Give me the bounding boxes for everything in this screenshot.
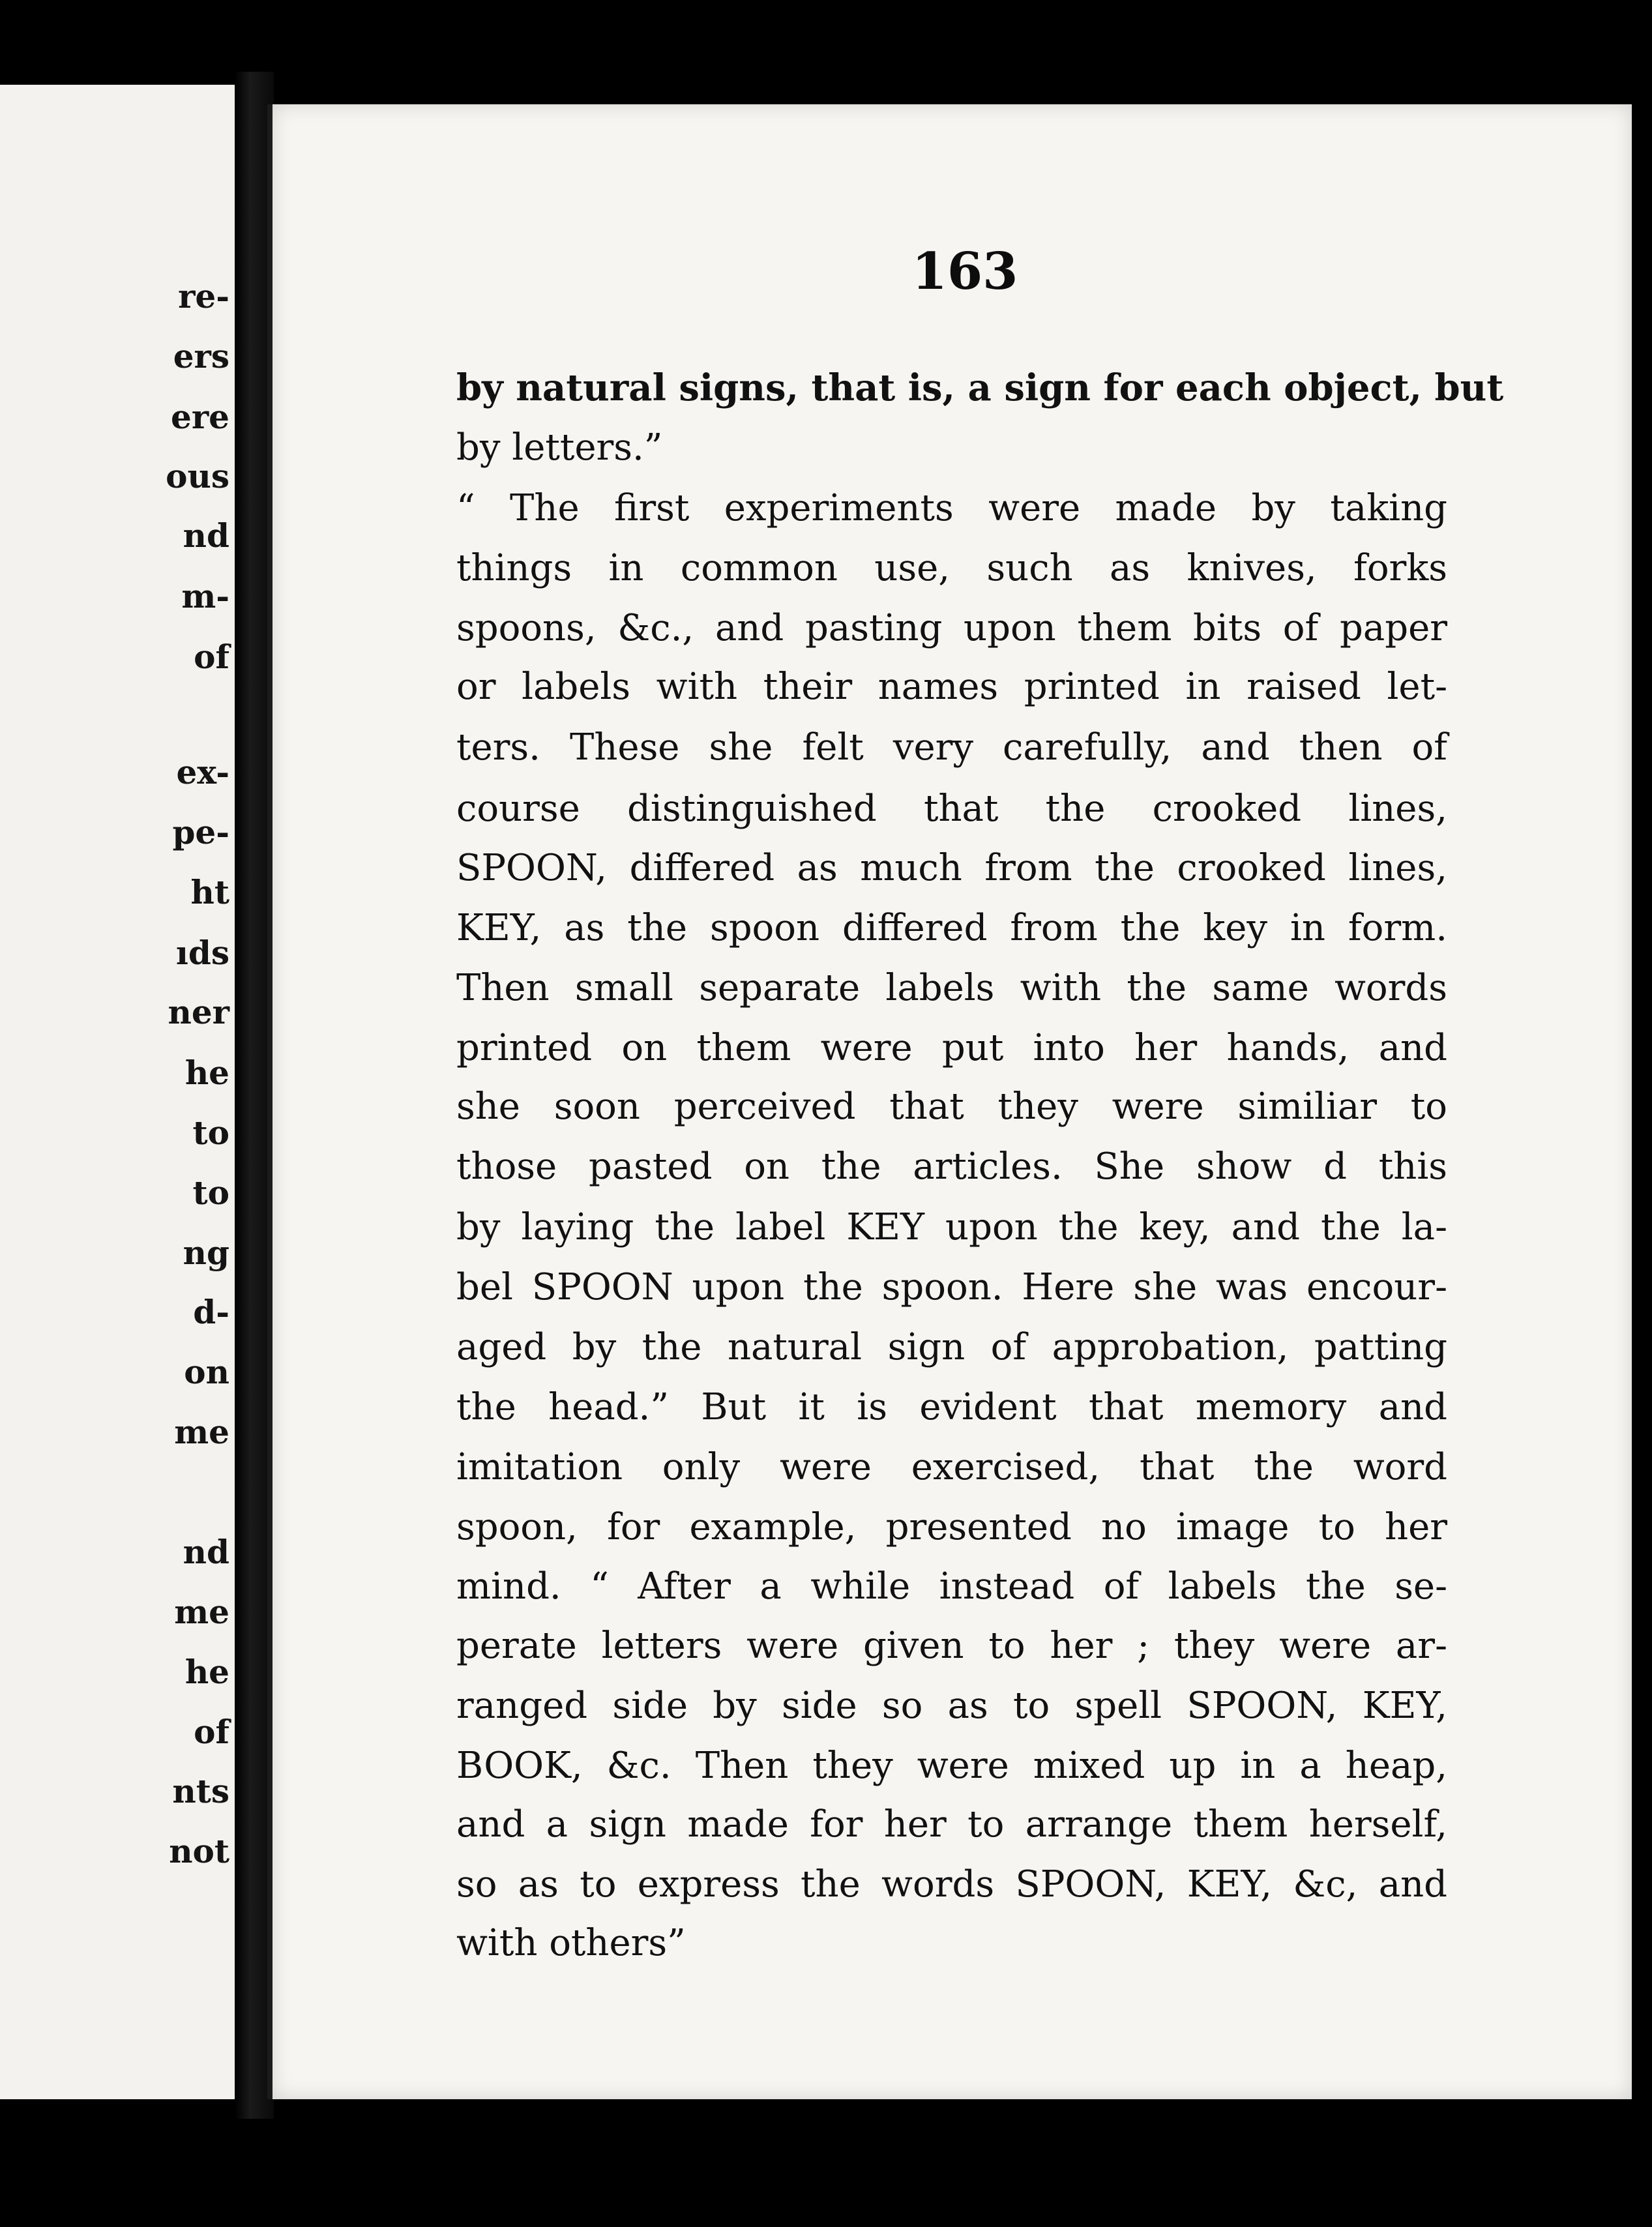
text-line: printed on them were put into her hands, and	[456, 1027, 1447, 1069]
left-page-word-fragment: to	[192, 1173, 229, 1212]
text-line: ranged side by side so as to spell SPOON, KEY,	[456, 1685, 1447, 1727]
left-page-word-fragment: of	[194, 1713, 229, 1751]
text-line: “ The first experiments were made by taking	[456, 487, 1447, 529]
text-line: spoons, &c., and pasting upon them bits of paper	[456, 607, 1447, 649]
text-line: by letters.”	[456, 426, 663, 469]
left-page-word-fragment: re-	[178, 277, 229, 316]
left-page-word-fragment: nd	[183, 516, 229, 555]
text-line: course distinguished that the crooked lines,	[456, 788, 1447, 830]
text-line: perate letters were given to her ; they were ar-	[456, 1625, 1447, 1667]
text-line: spoon, for example, presented no image to her	[456, 1506, 1447, 1548]
text-line: things in common use, such as knives, forks	[456, 547, 1447, 589]
text-line: she soon perceived that they were similiar to	[456, 1085, 1447, 1128]
text-line: by laying the label KEY upon the key, and the la-	[456, 1206, 1447, 1248]
text-line: by natural signs, that is, a sign for each object, but	[456, 366, 1504, 409]
left-page-word-fragment: m-	[181, 577, 229, 615]
text-line: or labels with their names printed in raised let-	[456, 666, 1447, 708]
text-line: imitation only were exercised, that the word	[456, 1446, 1447, 1488]
left-page-word-fragment: ıds	[175, 934, 229, 972]
left-page-word-fragment: on	[184, 1353, 229, 1391]
left-page-word-fragment: he	[184, 1054, 229, 1092]
text-line: SPOON, differed as much from the crooked lines,	[456, 847, 1447, 889]
text-line: the head.” But it is evident that memory and	[456, 1386, 1447, 1428]
text-line: so as to express the words SPOON, KEY, &c, and	[456, 1863, 1447, 1906]
left-page-word-fragment: ere	[171, 398, 229, 436]
left-page-word-fragment: ex-	[176, 753, 229, 791]
left-page-word-fragment: ous	[166, 457, 229, 495]
left-page-word-fragment: pe-	[172, 813, 229, 851]
left-page-word-fragment: to	[192, 1114, 229, 1152]
text-line: BOOK, &c. Then they were mixed up in a heap,	[456, 1745, 1447, 1787]
left-page-word-fragment: ng	[183, 1233, 229, 1272]
left-page-word-fragment: me	[174, 1593, 229, 1631]
left-page-word-fragment: me	[174, 1413, 229, 1451]
left-page-fragment	[0, 85, 237, 2099]
left-page-word-fragment: not	[169, 1832, 229, 1870]
left-page-word-fragment: ner	[168, 993, 229, 1031]
text-line: with others”	[456, 1922, 686, 1964]
page-number: 163	[911, 242, 1018, 301]
left-page-word-fragment: nd	[183, 1533, 229, 1571]
left-page-word-fragment: d-	[193, 1293, 229, 1331]
text-line: Then small separate labels with the same words	[456, 967, 1447, 1009]
text-line: mind. “ After a while instead of labels the se-	[456, 1565, 1447, 1608]
left-page-word-fragment: nts	[172, 1772, 229, 1810]
left-page-word-fragment: of	[194, 638, 229, 676]
left-page-word-fragment: he	[184, 1653, 229, 1691]
left-page-word-fragment: ers	[173, 337, 229, 376]
text-line: ters. These she felt very carefully, and then of	[456, 726, 1447, 769]
left-page-word-fragment: ht	[190, 873, 229, 911]
text-line: those pasted on the articles. She show d this	[456, 1145, 1447, 1188]
text-line: and a sign made for her to arrange them herself,	[456, 1803, 1447, 1846]
text-line: bel SPOON upon the spoon. Here she was encour-	[456, 1266, 1447, 1308]
text-line: aged by the natural sign of approbation, patting	[456, 1326, 1447, 1368]
text-line: KEY, as the spoon differed from the key in form.	[456, 907, 1447, 949]
